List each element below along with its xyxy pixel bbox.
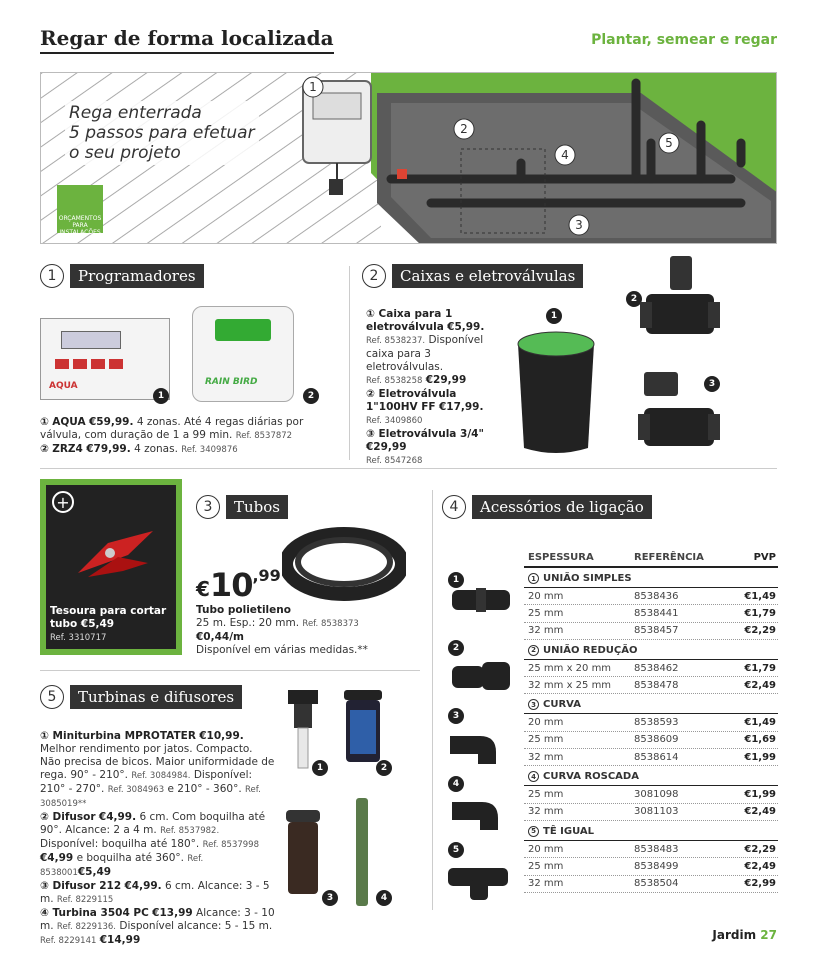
group-name: CURVA ROSCADA <box>543 771 639 783</box>
product-ref: Ref. 8537872 <box>235 431 293 441</box>
col-header-pvp: PVP <box>753 552 776 563</box>
product-name: ZRZ4 <box>52 443 83 455</box>
product-name: ② Difusor <box>40 811 96 823</box>
cell-pvp: €1,99 <box>744 789 776 801</box>
table-group-header <box>524 766 778 786</box>
table-row <box>524 876 778 893</box>
product-ref: Ref. 8229141 <box>40 936 97 946</box>
section-programadores-header <box>40 264 204 288</box>
product-desc: Disponível alcance: 5 - 15 m. <box>119 920 273 932</box>
product-note: Disponível em várias medidas.** <box>196 644 368 656</box>
group-number: 2 <box>528 645 539 656</box>
rainbird-brand: RAIN BIRD <box>205 377 258 387</box>
product-price: €17,99. <box>438 401 484 413</box>
marker-3: 3 <box>448 708 464 724</box>
group-number: 5 <box>528 826 539 837</box>
section-title: Turbinas e difusores <box>70 685 242 709</box>
rainbird-controller-image <box>192 306 294 402</box>
cell-espessura: 32 mm <box>528 751 564 763</box>
diffuser-212-image <box>282 808 324 898</box>
hero-line-3: o seu projeto <box>69 143 181 163</box>
table-header <box>524 552 778 568</box>
table-group-header <box>524 568 778 588</box>
section-number: 2 <box>362 264 386 288</box>
programadores-description <box>40 416 330 457</box>
table-row <box>524 588 778 605</box>
table-row <box>524 660 778 677</box>
group-name: UNIÃO SIMPLES <box>543 573 632 584</box>
section-title: Acessórios de ligação <box>472 495 652 519</box>
table-row <box>524 605 778 622</box>
product-ref: Ref. 3084963 <box>107 785 165 795</box>
marker-2: 2 <box>448 640 464 656</box>
group-number: 1 <box>528 573 539 584</box>
table-row <box>524 714 778 731</box>
cell-referencia: 8538499 <box>634 860 679 872</box>
marker-2: 2 <box>303 388 319 404</box>
product-desc: 6 cm. Com boquilha até 90°. Alcance: 2 a 4 m. <box>40 811 266 836</box>
cell-referencia: 3081098 <box>634 789 679 801</box>
section-number: 4 <box>442 495 466 519</box>
product-desc: e boquilha até 360°. <box>76 852 185 864</box>
product-price: €10,99. <box>199 730 244 742</box>
item-number: ① <box>40 416 49 428</box>
page-number: 27 <box>760 928 777 942</box>
marker-1: 1 <box>312 760 328 776</box>
product-ref: Ref. 8538258 <box>366 376 423 386</box>
product-ref: Ref. 8537982. <box>160 826 220 836</box>
step-4-label: 4 <box>561 148 569 162</box>
table-row <box>524 677 778 694</box>
cell-referencia: 8538614 <box>634 751 679 763</box>
section-number: 5 <box>40 685 64 709</box>
union-fitting-image <box>448 580 514 616</box>
table-row <box>524 749 778 766</box>
product-ref: Ref. 8538237. <box>366 336 426 346</box>
price-dec: ,99 <box>252 566 281 585</box>
table-row <box>524 858 778 875</box>
horizontal-divider <box>40 670 420 671</box>
cell-referencia: 8538478 <box>634 679 679 691</box>
product-price: €79,99. <box>86 443 131 455</box>
section-tubos-header <box>196 495 288 519</box>
turbine-3504-image <box>352 798 372 906</box>
table-group-header <box>524 821 778 841</box>
product-desc: Alcance: 3 - 10 m. <box>40 907 275 932</box>
caixas-description <box>366 308 506 468</box>
cell-pvp: €1,49 <box>744 590 776 602</box>
cell-pvp: €2,49 <box>744 679 776 691</box>
table-body <box>524 568 778 893</box>
quote-badge: ORÇAMENTOS PARA INSTALAÇÕES <box>57 185 103 233</box>
product-ref: Ref. 8229115 <box>56 895 114 905</box>
product-ref: Ref. 8229136. <box>56 922 117 932</box>
elbow-fitting-image <box>444 724 514 768</box>
group-name: CURVA <box>543 699 581 711</box>
marker-2: 2 <box>626 291 642 307</box>
cell-referencia: 8538462 <box>634 662 679 674</box>
marker-1: 1 <box>153 388 169 404</box>
product-ref: Ref. 3409860 <box>366 416 423 426</box>
group-name: UNIÃO REDUÇÃO <box>543 644 638 656</box>
cell-pvp: €2,29 <box>744 843 776 855</box>
cell-referencia: 3081103 <box>634 806 679 818</box>
marker-4: 4 <box>448 776 464 792</box>
page-title: Regar de forma localizada <box>40 26 334 54</box>
product-ref: Ref. 8547268 <box>366 456 423 466</box>
product-name: ③ Difusor 212 <box>40 880 122 892</box>
aqua-brand: AQUA <box>49 381 78 391</box>
group-name: TÊ IGUAL <box>543 825 594 837</box>
hero-line-2: 5 passos para efetuar <box>69 123 255 143</box>
aqua-controller-image <box>40 318 170 400</box>
pipe-coil-image <box>282 522 406 602</box>
valve-box-image <box>514 330 598 460</box>
page-footer <box>712 928 777 942</box>
section-number: 1 <box>40 264 64 288</box>
product-price: €4,99. <box>124 880 162 892</box>
product-price: €5,99. <box>447 321 485 333</box>
cell-espessura: 25 mm <box>528 860 564 872</box>
cell-referencia: 8538609 <box>634 734 679 746</box>
table-row <box>524 623 778 640</box>
product-price: €5,49 <box>77 866 112 878</box>
hero-line-1: Rega enterrada <box>69 103 202 123</box>
col-header-espessura: ESPESSURA <box>528 552 594 563</box>
big-price <box>196 566 281 604</box>
threaded-elbow-image <box>448 792 514 834</box>
product-price: €29,99 <box>425 374 467 386</box>
solenoid-valve-2-image <box>638 368 720 458</box>
cell-pvp: €1,99 <box>744 751 776 763</box>
cell-espessura: 20 mm <box>528 843 564 855</box>
cell-espessura: 25 mm <box>528 607 564 619</box>
cell-pvp: €1,79 <box>744 607 776 619</box>
cell-espessura: 25 mm x 20 mm <box>528 662 612 674</box>
product-price: €5,49 <box>80 618 115 630</box>
step-5-label: 5 <box>665 136 673 150</box>
product-desc: 25 m. Esp.: 20 mm. <box>196 617 300 629</box>
product-name: ④ Turbina 3504 PC <box>40 907 149 919</box>
cell-espessura: 25 mm <box>528 789 564 801</box>
price-currency: € <box>196 577 210 601</box>
solenoid-valve-1-image <box>640 254 720 346</box>
cell-referencia: 8538483 <box>634 843 679 855</box>
cell-pvp: €1,79 <box>744 662 776 674</box>
group-number: 4 <box>528 771 539 782</box>
product-desc: 6 cm. Alcance: 3 - 5 m. <box>40 880 270 905</box>
cell-referencia: 8538441 <box>634 607 679 619</box>
section-title: Caixas e eletroválvulas <box>392 264 583 288</box>
marker-3: 3 <box>704 376 720 392</box>
table-row <box>524 786 778 803</box>
marker-5: 5 <box>448 842 464 858</box>
tubos-description <box>196 604 406 657</box>
product-ref: Ref. 3085019** <box>40 785 261 809</box>
cell-espessura: 20 mm <box>528 590 564 602</box>
product-note: Disponível caixa para 3 eletroválvulas. <box>366 334 484 373</box>
marker-3: 3 <box>322 890 338 906</box>
section-acessorios-header <box>442 495 652 519</box>
marker-2: 2 <box>376 760 392 776</box>
product-name: Tubo polietileno <box>196 604 291 616</box>
product-ref: Ref. 3310717 <box>50 633 107 643</box>
table-row <box>524 804 778 821</box>
table-group-header <box>524 640 778 660</box>
vertical-divider <box>349 266 350 460</box>
product-desc: 4 zonas. <box>134 443 178 455</box>
product-desc: 4 zonas. Até 4 regas diárias por válvula, com duração de 1 a 99 min. <box>40 416 304 441</box>
cell-espessura: 32 mm <box>528 806 564 818</box>
product-name: AQUA <box>52 416 86 428</box>
table-row <box>524 732 778 749</box>
price-int: 10 <box>209 566 253 604</box>
step-3-label: 3 <box>575 218 583 232</box>
product-price: €14,99 <box>99 934 141 946</box>
cell-pvp: €2,49 <box>744 806 776 818</box>
turbinas-description <box>40 730 276 948</box>
tesoura-promo <box>40 479 182 655</box>
product-price: €59,99. <box>88 416 134 428</box>
section-number: 3 <box>196 495 220 519</box>
product-price: €29,99 <box>366 441 407 453</box>
product-name: ① Miniturbina MPROTATER <box>40 730 196 742</box>
product-ref: Ref. 8537998 <box>202 840 259 850</box>
section-title: Tubos <box>226 495 288 519</box>
item-number: ② <box>40 443 49 455</box>
cell-referencia: 8538504 <box>634 878 679 890</box>
horizontal-divider <box>40 468 777 469</box>
tee-fitting-image <box>446 860 512 902</box>
cell-espessura: 32 mm x 25 mm <box>528 679 612 691</box>
product-price: €13,99 <box>152 907 193 919</box>
plus-icon[interactable]: + <box>52 491 74 513</box>
group-number: 3 <box>528 699 539 710</box>
cell-espessura: 32 mm <box>528 625 564 637</box>
product-price: €4,99. <box>98 811 137 823</box>
table-row <box>524 841 778 858</box>
product-desc: e 210° - 360°. <box>167 783 242 795</box>
table-group-header <box>524 694 778 714</box>
cell-espessura: 25 mm <box>528 734 564 746</box>
product-price: €4,99 <box>40 852 74 864</box>
cell-pvp: €1,49 <box>744 717 776 729</box>
col-header-referencia: REFERÊNCIA <box>634 552 704 563</box>
product-price: €0,44/m <box>196 631 244 643</box>
reducer-fitting-image <box>448 654 514 694</box>
product-desc: Melhor rendimento por jatos. Compacto. Não precisa de bicos. Maior uniformidade de rega. 90° - 210°. <box>40 743 275 781</box>
product-ref: Ref. 8538001 <box>40 854 204 878</box>
section-turbinas-header <box>40 685 242 709</box>
product-name: Tesoura para cortar tubo <box>50 605 167 630</box>
product-name: ③ Eletroválvula 3/4" <box>366 428 484 440</box>
cell-referencia: 8538436 <box>634 590 679 602</box>
cell-pvp: €1,69 <box>744 734 776 746</box>
product-desc: Disponível: 210° - 270°. <box>40 769 253 795</box>
marker-4: 4 <box>376 890 392 906</box>
product-ref: Ref. 3409876 <box>181 445 238 455</box>
cell-pvp: €2,29 <box>744 625 776 637</box>
marker-1: 1 <box>546 308 562 324</box>
tesoura-panel <box>46 485 176 649</box>
product-ref: Ref. 3084984. <box>131 771 191 781</box>
pipe-cutter-image <box>68 523 158 583</box>
step-2-label: 2 <box>460 122 468 136</box>
hero-heading <box>65 101 259 165</box>
section-caixas-header <box>362 264 583 288</box>
cell-referencia: 8538593 <box>634 717 679 729</box>
footer-section: Jardim <box>712 928 757 942</box>
category-link[interactable]: Plantar, semear e regar <box>591 32 777 48</box>
section-title: Programadores <box>70 264 204 288</box>
product-name: ① Caixa para 1 eletroválvula <box>366 308 453 333</box>
cell-pvp: €2,99 <box>744 878 776 890</box>
marker-1: 1 <box>448 572 464 588</box>
step-1-label: 1 <box>309 80 317 94</box>
product-ref: Ref. 8538373 <box>302 619 359 629</box>
product-name: ② Eletroválvula 1"100HV FF <box>366 388 457 413</box>
fittings-table <box>524 552 778 893</box>
vertical-divider <box>432 490 433 910</box>
cell-espessura: 20 mm <box>528 717 564 729</box>
cell-pvp: €2,49 <box>744 860 776 872</box>
cell-espessura: 32 mm <box>528 878 564 890</box>
cell-referencia: 8538457 <box>634 625 679 637</box>
product-desc: Disponível: boquilha até 180°. <box>40 838 200 850</box>
hero-illustration <box>40 72 777 244</box>
